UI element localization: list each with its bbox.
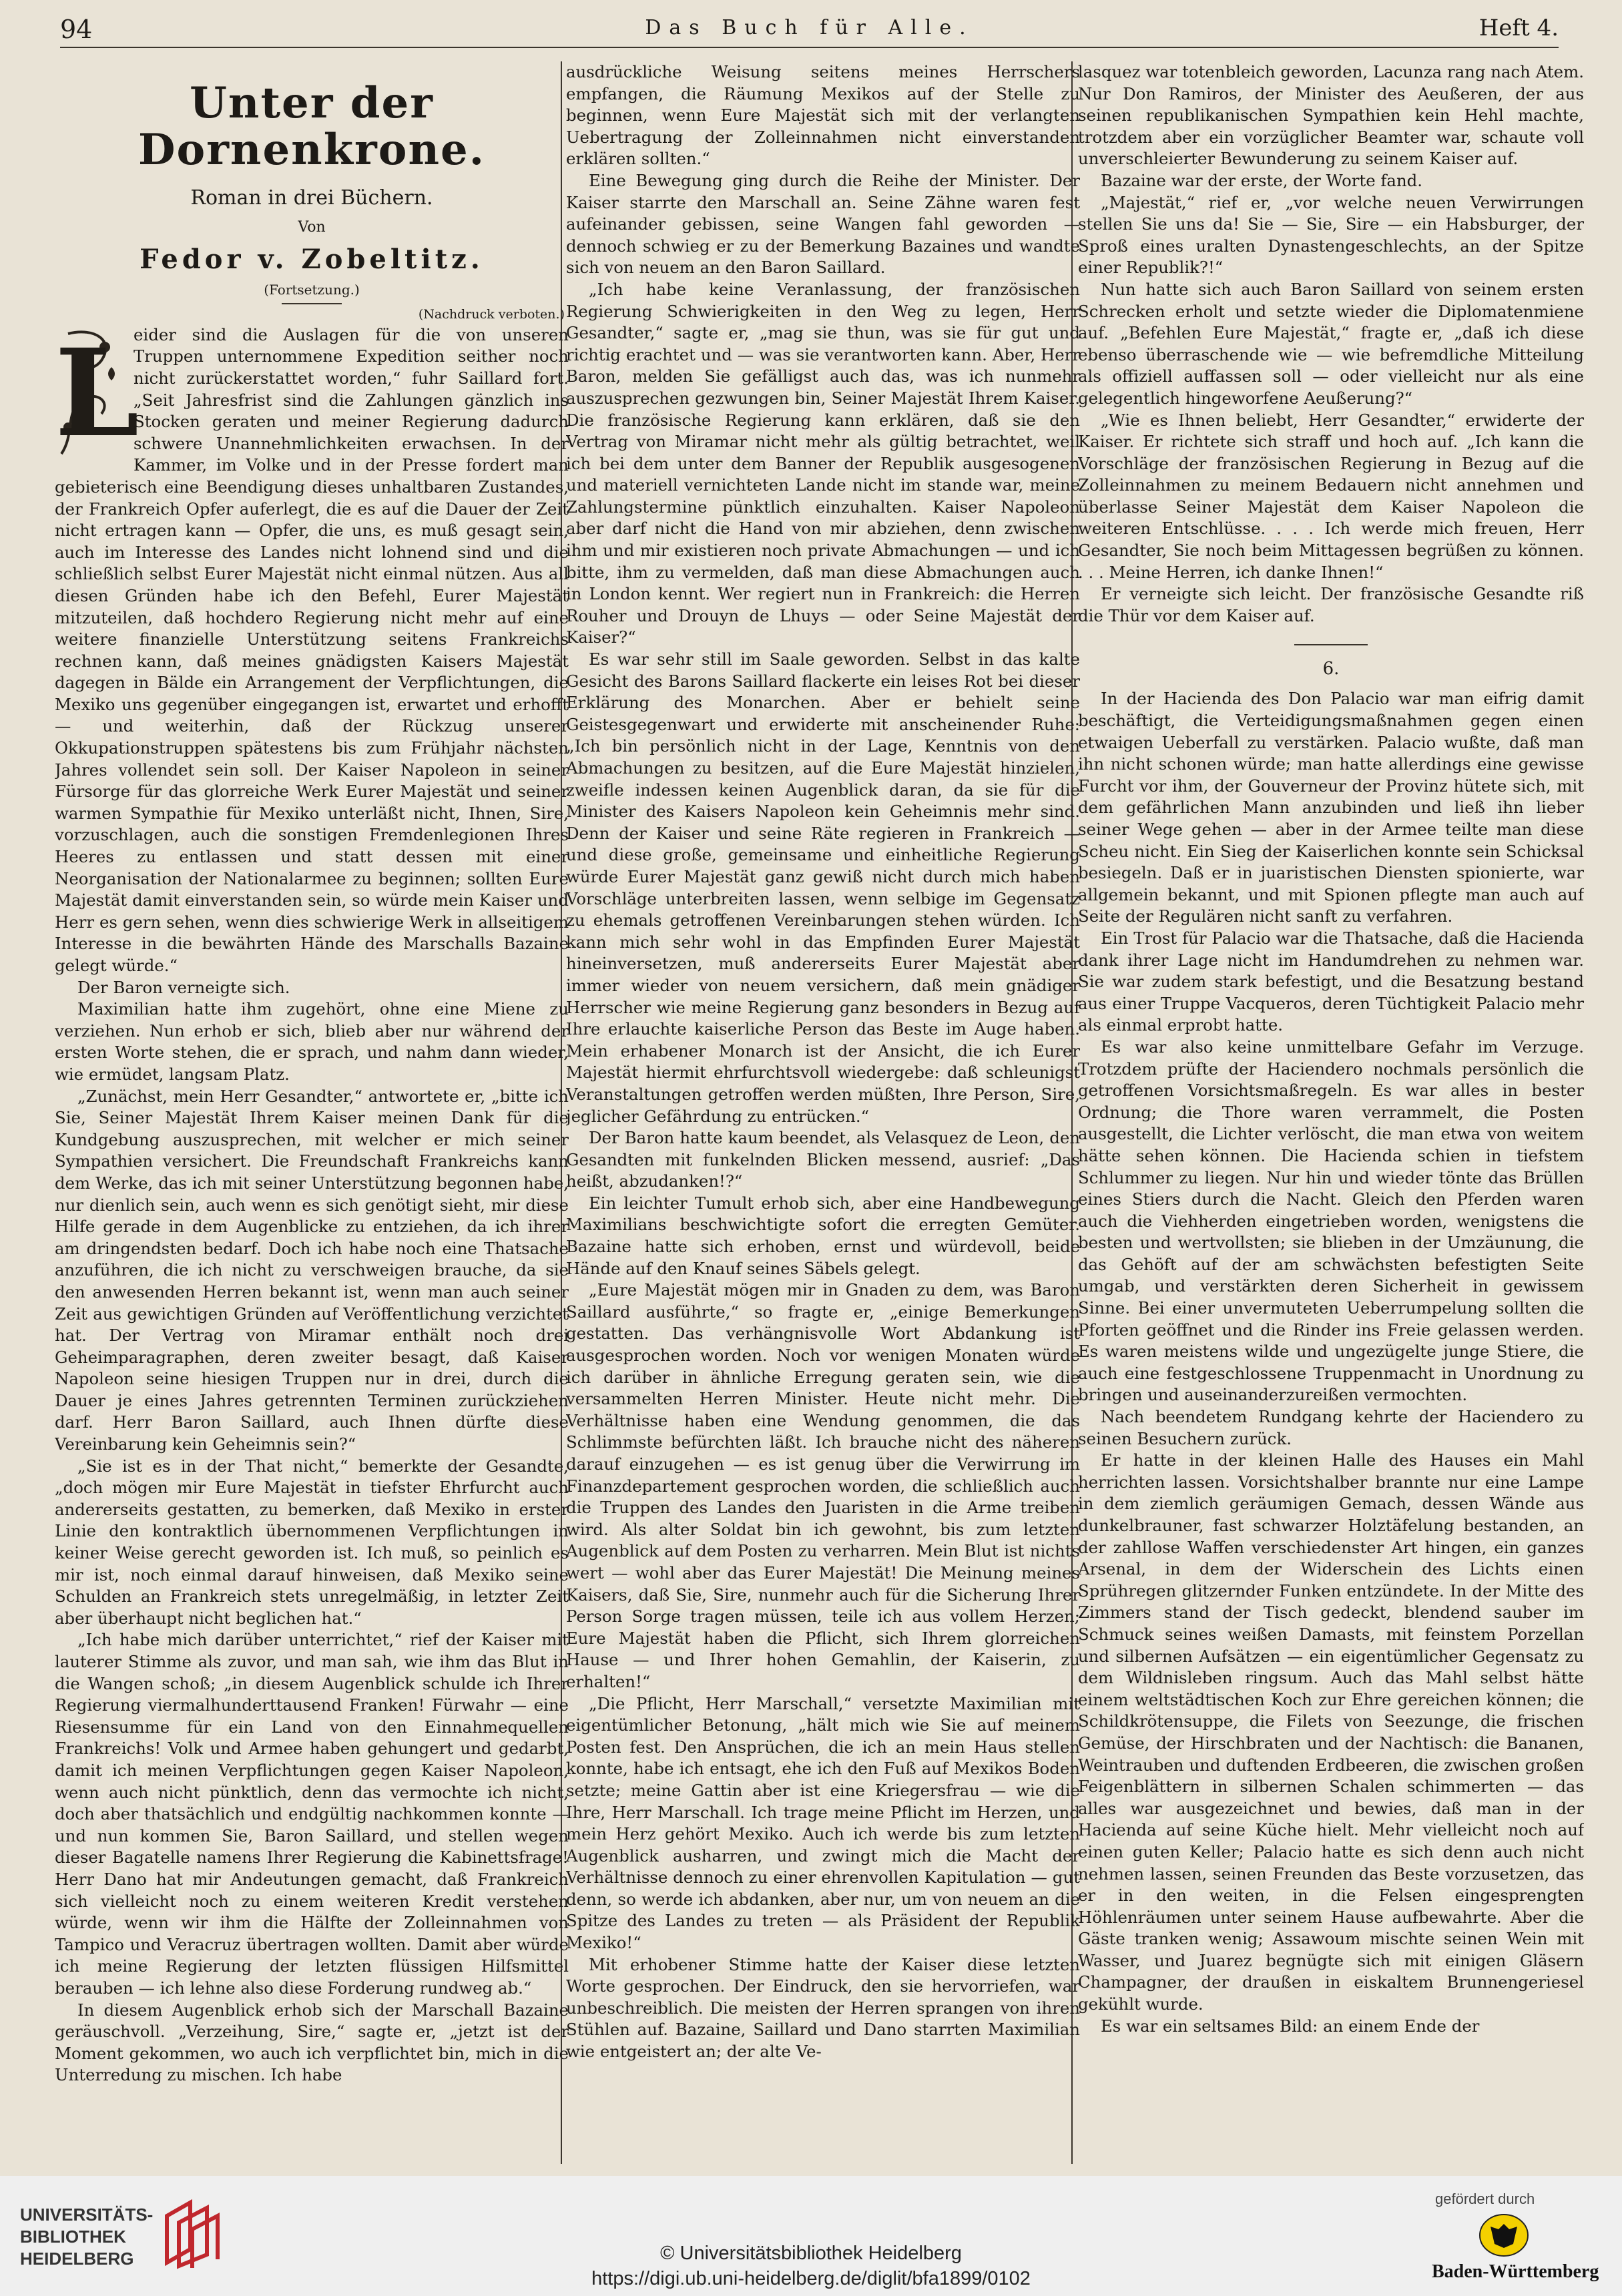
issue-label: Heft 4. — [1478, 15, 1559, 41]
paragraph: Der Baron verneigte sich. — [77, 977, 290, 997]
paragraph: Der Baron hatte kaum beendet, als Velasquez de Leon, den Gesandten mit funkelnden Blicken messend, ausrief: „Das heißt, abzudanken!?“ — [566, 1128, 1080, 1191]
paragraph: Es war ein seltsames Bild: an einem Ende der — [1101, 2016, 1480, 2036]
library-name-line: HEIDELBERG — [20, 2249, 134, 2269]
reprint-notice: (Nachdruck verboten.) — [418, 306, 565, 322]
column-2 — [566, 61, 1080, 2164]
section-divider — [1294, 644, 1368, 645]
byline-label: Von — [298, 218, 326, 236]
paragraph: „Eure Majestät mögen mir in Gnaden zu dem, was Baron Saillard ausführte,“ so fragte er, „einige Bemerkungen gestatten. Das verhängnisvolle Wort Abdankung ist ausgesprochen worden. Noch vor wenigen Monaten würde ich darüber in ähnliche Erregung geraten sein, wie die versammelten Herren Minister. Heute nicht mehr. Die Verhältnisse haben eine Wendung genommen, die das Schlimmste befürchten läßt. Ich brauche nicht des näheren darauf einzugehen — es ist genug über die Verwirrung im Finanzdepartement gesprochen worden, die schließlich auch die Truppen des Landes den Juaristen in die Arme treiben wird. Als alter Soldat bin ich gewohnt, bis zum letzten Augenblick auf dem Posten zu verharren. Mein Blut ist nichts wert — wohl aber das Eurer Majestät! Die Meinung meines Kaisers, daß Sie, Sire, nunmehr auch für die Sicherung Ihrer Person Sorge tragen müssen, teile ich aus vollem Herzen; Eure Majestät haben die Pflicht, sich Ihrem glorreichen Hause — und Ihrer hohen Gemahlin, der Kaiserin, zu erhalten!“ — [566, 1280, 1080, 1691]
paragraph: eider sind die Auslagen für die von unseren Truppen unternommene Expedition seither noch nicht zurückerstattet worden,“ fuhr Saillard fort. „Seit Jahresfrist sind die Zahlungen gänzlich ins Stocken geraten und meiner Regierung dadurch schwere Unannehmlichkeiten erwachsen. In der Kammer, im Volke und in der Presse fordert man gebieterisch eine Beendigung dieses unhaltbaren Zustandes, der Frankreich Opfer auferlegt, die es auf die Dauer der Zeit nicht ertragen kann — Opfer, die uns, es muß gesagt sein, auch im Interesse des Landes nicht lohnend sind und die schließlich selbst Eurer Majestät nicht einmal nützen. Aus all diesen Gründen habe ich den Befehl, Eurer Majestät mitzuteilen, daß hochdero Regierung nicht mehr auf eine weitere finanzielle Unterstützung seitens Frankreichs rechnen kann, daß meines gnädigsten Kaisers Majestät dagegen in Bälde ein Arrangement der Verpflichtungen, die Mexiko uns gegenüber eingegangen ist, erwartet und erhofft — und weiterhin, daß der Rückzug unserer Okkupationstruppen spätestens bis zum Frühjahr nächsten Jahres vollendet sein soll. Der Kaiser Napoleon in seiner Fürsorge für das glorreiche Werk Eurer Majestät und seiner warmen Sympathie für Mexiko unterläßt nicht, Ihnen, Sire, vorzuschlagen, auch die sonstigen Fremdenlegionen Ihres Heeres zu entlassen und statt dessen mit einer Neorganisation der Nationalarmee zu beginnen; sollten Eure Majestät damit einverstanden sein, so würde mein Kaiser und Herr es gern sehen, wenn dies schwierige Werk in allseitigem Interesse in die bewährten Hände des Marschalls Bazaine gelegt würde.“ — [55, 324, 569, 975]
paragraph: Er verneigte sich leicht. Der französische Gesandte riß die Thür vor dem Kaiser auf. — [1078, 584, 1584, 625]
state-coat-of-arms-icon — [1478, 2213, 1529, 2257]
running-head — [60, 9, 1559, 48]
paragraph: Er hatte in der kleinen Halle des Hauses ein Mahl herrichten lassen. Vorsichtshalber brannte nur eine Lampe in dem ziemlich geräumigen Gemach, dessen Wände aus dunkelbrauner, fast schwarzer Holztäfelung bestanden, an der zahllose Waffen verschiedenster Art hingen, ein ganzes Arsenal, in dem der Widerschein des Lichts einen Sprühregen glitzernder Funken entzündete. In der Mitte des Zimmers stand der Tisch gedeckt, blendend sauber im Schmuck seines weißen Damasts, mit feinstem Porzellan und silbernen Aufsätzen — ein eigentümlicher Gegensatz zu dem Wildnisleben ringsum. Auch das Mahl selbst hätte einem weltstädtischen Koch zur Ehre gereichen können; die Schildkrötensuppe, die Filets von Seezunge, die frischen Gemüse, der Hirschbraten und der Nachtisch: die Bananen, Weintrauben und duftenden Erdbeeren, die zwischen großen Feigenblättern in silbernen Schalen schimmerten — das alles war ausgezeichnet und bewies, daß man in der Hacienda auf seine Küche hielt. Mehr vielleicht noch auf einen guten Keller; Palacio hatte es sich denn auch nicht nehmen lassen, seinen Freunden das Beste vorzusetzen, das er in den weiten, in die Felsen eingesprengten Höhlenräumen unter seinem Hause aufbewahrte. Aber die Gäste tranken wenig; Assawoum mischte seinen Wein mit Wasser, und Juarez begnügte sich mit einigen Gläsern Champagner, der draußen in eiskaltem Brunnengeriesel gekühlt wurde. — [1078, 1450, 1584, 2014]
funder-name: Baden-Württemberg — [1432, 2261, 1599, 2282]
paragraph: lasquez war totenbleich geworden, Lacunza rang nach Atem. Nur Don Ramiros, der Minister des Aeußeren, der aus seinen republikanischen Sympathien kein Hehl machte, trotzdem aber ein vorzüglicher Beamter war, schaute voll unverschleierter Bewunderung zu seinem Kaiser auf. — [1078, 62, 1584, 169]
paragraph: Nun hatte sich auch Baron Saillard von seinem ersten Schrecken erholt und setzte wieder die Diplomatenmiene auf. „Befehlen Eure Majestät,“ fragte er, „daß ich diese ebenso überraschende wie — wie befremdliche Mitteilung als offiziell auffassen soll — oder vielleicht nur als eine gelegentlich hingeworfene Aeußerung?“ — [1078, 279, 1584, 408]
divider — [282, 303, 342, 304]
library-name-line: UNIVERSITÄTS- — [20, 2205, 154, 2225]
paragraph: Bazaine war der erste, der Worte fand. — [1101, 170, 1423, 190]
paragraph: In der Hacienda des Don Palacio war man eifrig damit beschäftigt, die Verteidigungsmaßnahmen gegen einen etwaigen Ueberfall zu verstärken. Palacio wußte, daß man ihn nicht schonen würde; man hatte allerdings eine gewisse Furcht vor ihm, der Gouverneur der Provinz hütete sich, mit dem gefährlichen Mann anzubinden und ließ ihn lieber seiner Wege gehen — aber in der Armee teilte man diese Scheu nicht. Ein Sieg der Kaiserlichen konnte sein Schicksal besiegeln. Daß er in juaristischen Diensten spionierte, war allgemein bekannt, und mit Spionen pflegte man auch auf Seite der Regulären nicht sanft zu verfahren. — [1078, 689, 1584, 926]
paragraph: Es war also keine unmittelbare Gefahr im Verzuge. Trotzdem prüfte der Haciendero nochmals persönlich die getroffenen Vorsichtsmaßregeln. Es war alles in bester Ordnung; die Thore waren verrammelt, die Posten ausgestellt, die Lichter verlöscht, die man etwa von weitem hätte sehen können. Die Hacienda schien in tiefstem Schlummer zu liegen. Nur hin und wieder tönte das Brüllen eines Stiers durch die Nacht. Gleich den Pferden waren auch die Viehherden eingetrieben worden, wenigstens die besten und wertvollsten; sie blieben in der Umzäunung, die das Gehöft auf der am schwächsten befestigten Seite umgab, und verstärkten deren Sicherheit in gewissem Sinne. Bei einer unvermuteten Ueberrumpelung sollten die Pforten geöffnet und die Rinder ins Freie gelassen werden. Es waren meistens wilde und ungezügelte junge Stiere, die auch eine festgeschlossene Truppenmacht in Unordnung zu bringen und auseinanderzureißen vermochten. — [1078, 1037, 1584, 1405]
column-3-text — [1078, 688, 1584, 2037]
paragraph: „Majestät,“ rief er, „vor welche neuen Verwirrungen stellen Sie uns da! Sie — Sie, Sire — ein Habsburger, der Sproß eines uralten Dynastengeschlechts, an der Spitze einer Republik?!“ — [1078, 192, 1584, 278]
paragraph: In diesem Augenblick erhob sich der Marschall Bazaine geräuschvoll. „Verzeihung, Sire,“ sagte er, „jetzt ist der Moment gekommen, wo auch ich verpflichtet bin, mich in die Unterredung zu mischen. Ich habe — [55, 2000, 569, 2085]
paragraph: Es war sehr still im Saale geworden. Selbst in das kalte Gesicht des Barons Saillard flackerte ein leises Rot bei dieser Erklärung des Monarchen. Aber er behielt seine Geistesgegenwart und erwiderte mit anscheinender Ruhe: „Ich bin persönlich nicht in der Lage, Kenntnis von den Abmachungen zu besitzen, auf die Eure Majestät hinzielen, zweifle indessen keinen Augenblick daran, da sie für die Minister des Kaisers Napoleon kein Geheimnis mehr sind. Denn der Kaiser und seine Räte regieren in Frankreich — und diese große, gemeinsame und einheitliche Regierung würde Eurer Majestät ganz gewiß nicht durch mich haben Vorschläge unterbreiten lassen, wenn selbige im Gegensatz zu ehemals getroffenen Vereinbarungen stehen würden. Ich kann mich sehr wohl in das Empfinden Eurer Majestät hineinversetzen, muß andererseits Eurer Majestät aber immer wieder von neuem versichern, daß mein gnädiger Herrscher wie meine Regierung ganz besonders in Bezug auf Ihre erlauchte kaiserliche Person das Beste im Auge haben. Mein erhabener Monarch ist der Ansicht, die ich Eurer Majestät hiermit ehrfurchtsvoll wiedergebe: daß schleunigst Veranstaltungen getroffen werden müßten, Ihre Person, Sire, jeglicher Gefährdung zu entrücken.“ — [566, 649, 1080, 1126]
column-3-text — [1078, 61, 1584, 627]
paragraph: „Die Pflicht, Herr Marschall,“ versetzte Maximilian mit eigentümlicher Betonung, „hält mich wie Sie auf meinem Posten fest. Den Ansprüchen, die ich an mein Haus stellen konnte, habe ich entsagt, ehe ich den Fuß auf Mexikos Boden setzte; meine Gattin aber ist eine Kriegersfrau — wie die Ihre, Herr Marschall. Ich trage meine Pflicht im Herzen, und mein Herz gehört Mexiko. Auch ich werde bis zum letzten Augenblick ausharren, und zwingt mich die Macht der Verhältnisse dennoch zu einer ehrenvollen Kapitulation — gut denn, so werde ich abdanken, aber nur, um von neuem an die Spitze des Landes zu treten — als Präsident der Republik Mexiko!“ — [566, 1693, 1080, 1953]
initial-letter: L — [55, 322, 140, 464]
paragraph: „Sie ist es in der That nicht,“ bemerkte der Gesandte, „doch mögen mir Eure Majestät in tiefster Ehrfurcht auch andererseits gestatten, zu bemerken, daß Mexiko in erster Linie den kontraktlich übernommenen Verpflichtungen in keiner Weise gerecht geworden ist. Ich muß, so peinlich es mir ist, noch einmal darauf hinweisen, daß Mexiko seine Schulden an Frankreich stets unregelmäßig, in letzter Zeit aber überhaupt nicht beglichen hat.“ — [55, 1456, 569, 1628]
journal-title: Das Buch für Alle. — [645, 16, 974, 39]
paragraph: Nach beendetem Rundgang kehrte der Haciendero zu seinen Besuchern zurück. — [1078, 1407, 1584, 1448]
paragraph: Ein leichter Tumult erhob sich, aber eine Handbewegung Maximilians beschwichtigte sofort die erregten Gemüter. Bazaine hatte sich erhoben, ernst und würdevoll, beide Hände auf den Knauf seines Säbels gelegt. — [566, 1193, 1080, 1278]
column-3 — [1078, 61, 1584, 2164]
paragraph: „Ich habe mich darüber unterrichtet,“ rief der Kaiser mit lauterer Stimme als zuvor, und man sah, wie ihm das Blut in die Wangen schoß; „in diesem Augenblick schulde ich Ihrer Regierung viermalhunderttausend Franken! Fürwahr — eine Riesensumme für ein Land von den Einnahmequellen Frankreichs! Volk und Armee haben gehungert und gedarbt, damit ich meinen Verpflichtungen gegen Kaiser Napoleon, wenn auch nicht pünktlich, denn das vermochte ich nicht, doch aber thatsächlich und endgültig nachkommen konnte — und nun kommen Sie, Baron Saillard, und stellen wegen dieser Bagatelle namens Ihrer Regierung die Kabinettsfrage! Herr Dano hat mir Andeutungen gemacht, daß Frankreich sich vielleicht noch zu einem weiteren Kredit verstehen würde, wenn wir ihm die Hälfte der Zolleinnahmen von Tampico und Veracruz übertragen wollten. Damit aber würde ich meine Regierung der letzten flüssigen Hilfsmittel berauben — ich lehne also diese Forderung rundweg ab.“ — [55, 1630, 569, 1998]
section-number: 6. — [1322, 659, 1340, 679]
copyright-notice: © Universitätsbibliothek Heidelberg — [660, 2243, 962, 2264]
author-name: Fedor v. Zobeltitz. — [140, 243, 484, 275]
column-2-text — [566, 61, 1080, 2063]
column-1-text — [55, 324, 569, 2086]
ornamental-initial — [55, 322, 140, 464]
digitization-footer — [0, 2176, 1622, 2296]
novel-title: Unter der Dornenkrone. — [138, 78, 485, 176]
column-1 — [55, 61, 569, 2164]
paragraph: „Ich habe keine Veranlassung, der französischen Regierung Schwierigkeiten in den Weg zu legen, Herr Gesandter,“ sagte er, „mag sie thun, was sie für gut und richtig erachtet und — was sie verantworten kann. Aber, Herr Baron, melden Sie gefälligst auch das, was ich nunmehr auszusprechen gezwungen bin, Seiner Majestät Ihrem Kaiser. Die französische Regierung kann erklären, daß sie den Vertrag von Miramar nicht mehr als gültig betrachtet, weil ich bei dem unter dem Banner der Republik ausgesogenen und materiell vernichteten Lande nicht im stande war, meine Zahlungstermine pünktlich einzuhalten. Kaiser Napoleon aber darf nicht die Hand von mir abziehen, denn zwischen ihm und mir existieren noch private Abmachungen — und ich bitte, ihm zu vermelden, daß man diese Abmachungen auch in London kennt. Wer regiert nun in Frankreich: die Herren Rouher und Drouyn de Lhuys — oder Seine Majestät der Kaiser?“ — [566, 279, 1080, 647]
paragraph: „Wie es Ihnen beliebt, Herr Gesandter,“ erwiderte der Kaiser. Er richtete sich straff und hoch auf. „Ich kann die Vorschläge der französischen Regierung in Bezug auf die Zolleinnahmen zu meinem Bedauern nicht annehmen und überlasse Seiner Majestät dem Kaiser Napoleon die weiteren Entschlüsse. . . . Ich werde mich freuen, Herr Gesandter, Sie noch beim Mittagessen begrüßen zu können. . . . Meine Herren, ich danke Ihnen!“ — [1078, 410, 1584, 582]
paragraph: Ein Trost für Palacio war die Thatsache, daß die Hacienda dank ihrer Lage nicht im Handumdrehen zu nehmen war. Sie war zudem stark befestigt, und die Besatzung bestand aus einer Truppe Vacqueros, deren Tüchtigkeit Palacio mehr als einmal erprobt hatte. — [1078, 928, 1584, 1035]
paragraph: Eine Bewegung ging durch die Reihe der Minister. Der Kaiser starrte den Marschall an. Seine Zähne waren fest aufeinander gebissen, seine Wangen fahl geworden — dennoch schwieg er zu der Bemerkung Bazaines und wandte sich von neuem an den Baron Saillard. — [566, 170, 1080, 278]
paragraph: Mit erhobener Stimme hatte der Kaiser diese letzten Worte gesprochen. Der Eindruck, den sie hervorriefen, war unbeschreiblich. Die meisten der Herren sprangen von ihren Stühlen auf. Bazaine, Saillard und Dano starrten Maximilian wie entgeistert an; der alte Ve- — [566, 1954, 1080, 2062]
paragraph: Maximilian hatte ihm zugehört, ohne eine Miene zu verziehen. Nun erhob er sich, blieb aber nur während der ersten Worte stehen, die er sprach, und nahm dann wieder, wie ermüdet, langsam Platz. — [55, 999, 569, 1084]
continuation-note: (Fortsetzung.) — [264, 281, 360, 298]
paragraph: „Zunächst, mein Herr Gesandter,“ antwortete er, „bitte ich Sie, Seiner Majestät Ihrem Kaiser meinen Dank für die Kundgebung auszusprechen, mit welcher er mich seiner Sympathien versichert. Die Freundschaft Frankreichs kann dem Werke, das ich mit seiner Unterstützung begonnen habe, nur dienlich sein, auch wenn es sich genötigt sieht, mir diese Hilfe gerade in dem Augenblicke zu entziehen, da ich ihrer am dringendsten bedarf. Doch ich habe noch eine Thatsache anzuführen, die ich nicht zu verschweigen brauche, da sie den anwesenden Herren bekannt ist, wenn man auch seiner Zeit aus gewichtigen Gründen auf Veröffentlichung verzichtet hat. Der Vertrag von Miramar enthält noch drei Geheimparagraphen, deren zweiter besagt, daß Kaiser Napoleon seine hiesigen Truppen nur in drei, durch die Dauer je eines Jahres getrennten Terminen zurückziehen darf. Herr Baron Saillard, auch Ihnen dürfte diese Vereinbarung kein Geheimnis sein?“ — [55, 1086, 569, 1454]
novel-subtitle: Roman in drei Büchern. — [190, 186, 433, 210]
library-name-line: BIBLIOTHEK — [20, 2227, 126, 2247]
funded-by-label: gefördert durch — [1435, 2191, 1535, 2207]
paragraph: ausdrückliche Weisung seitens meines Herrschers empfangen, die Räumung Mexikos auf der Stelle zu beginnen, wenn Eure Majestät sich mit der verlangten Uebertragung der Zolleinnahmen nicht einverstanden erklären sollten.“ — [566, 62, 1080, 169]
page-number: 94 — [60, 15, 93, 44]
source-link[interactable]: https://digi.ub.uni-heidelberg.de/diglit/bfa1899/0102 — [591, 2268, 1031, 2289]
